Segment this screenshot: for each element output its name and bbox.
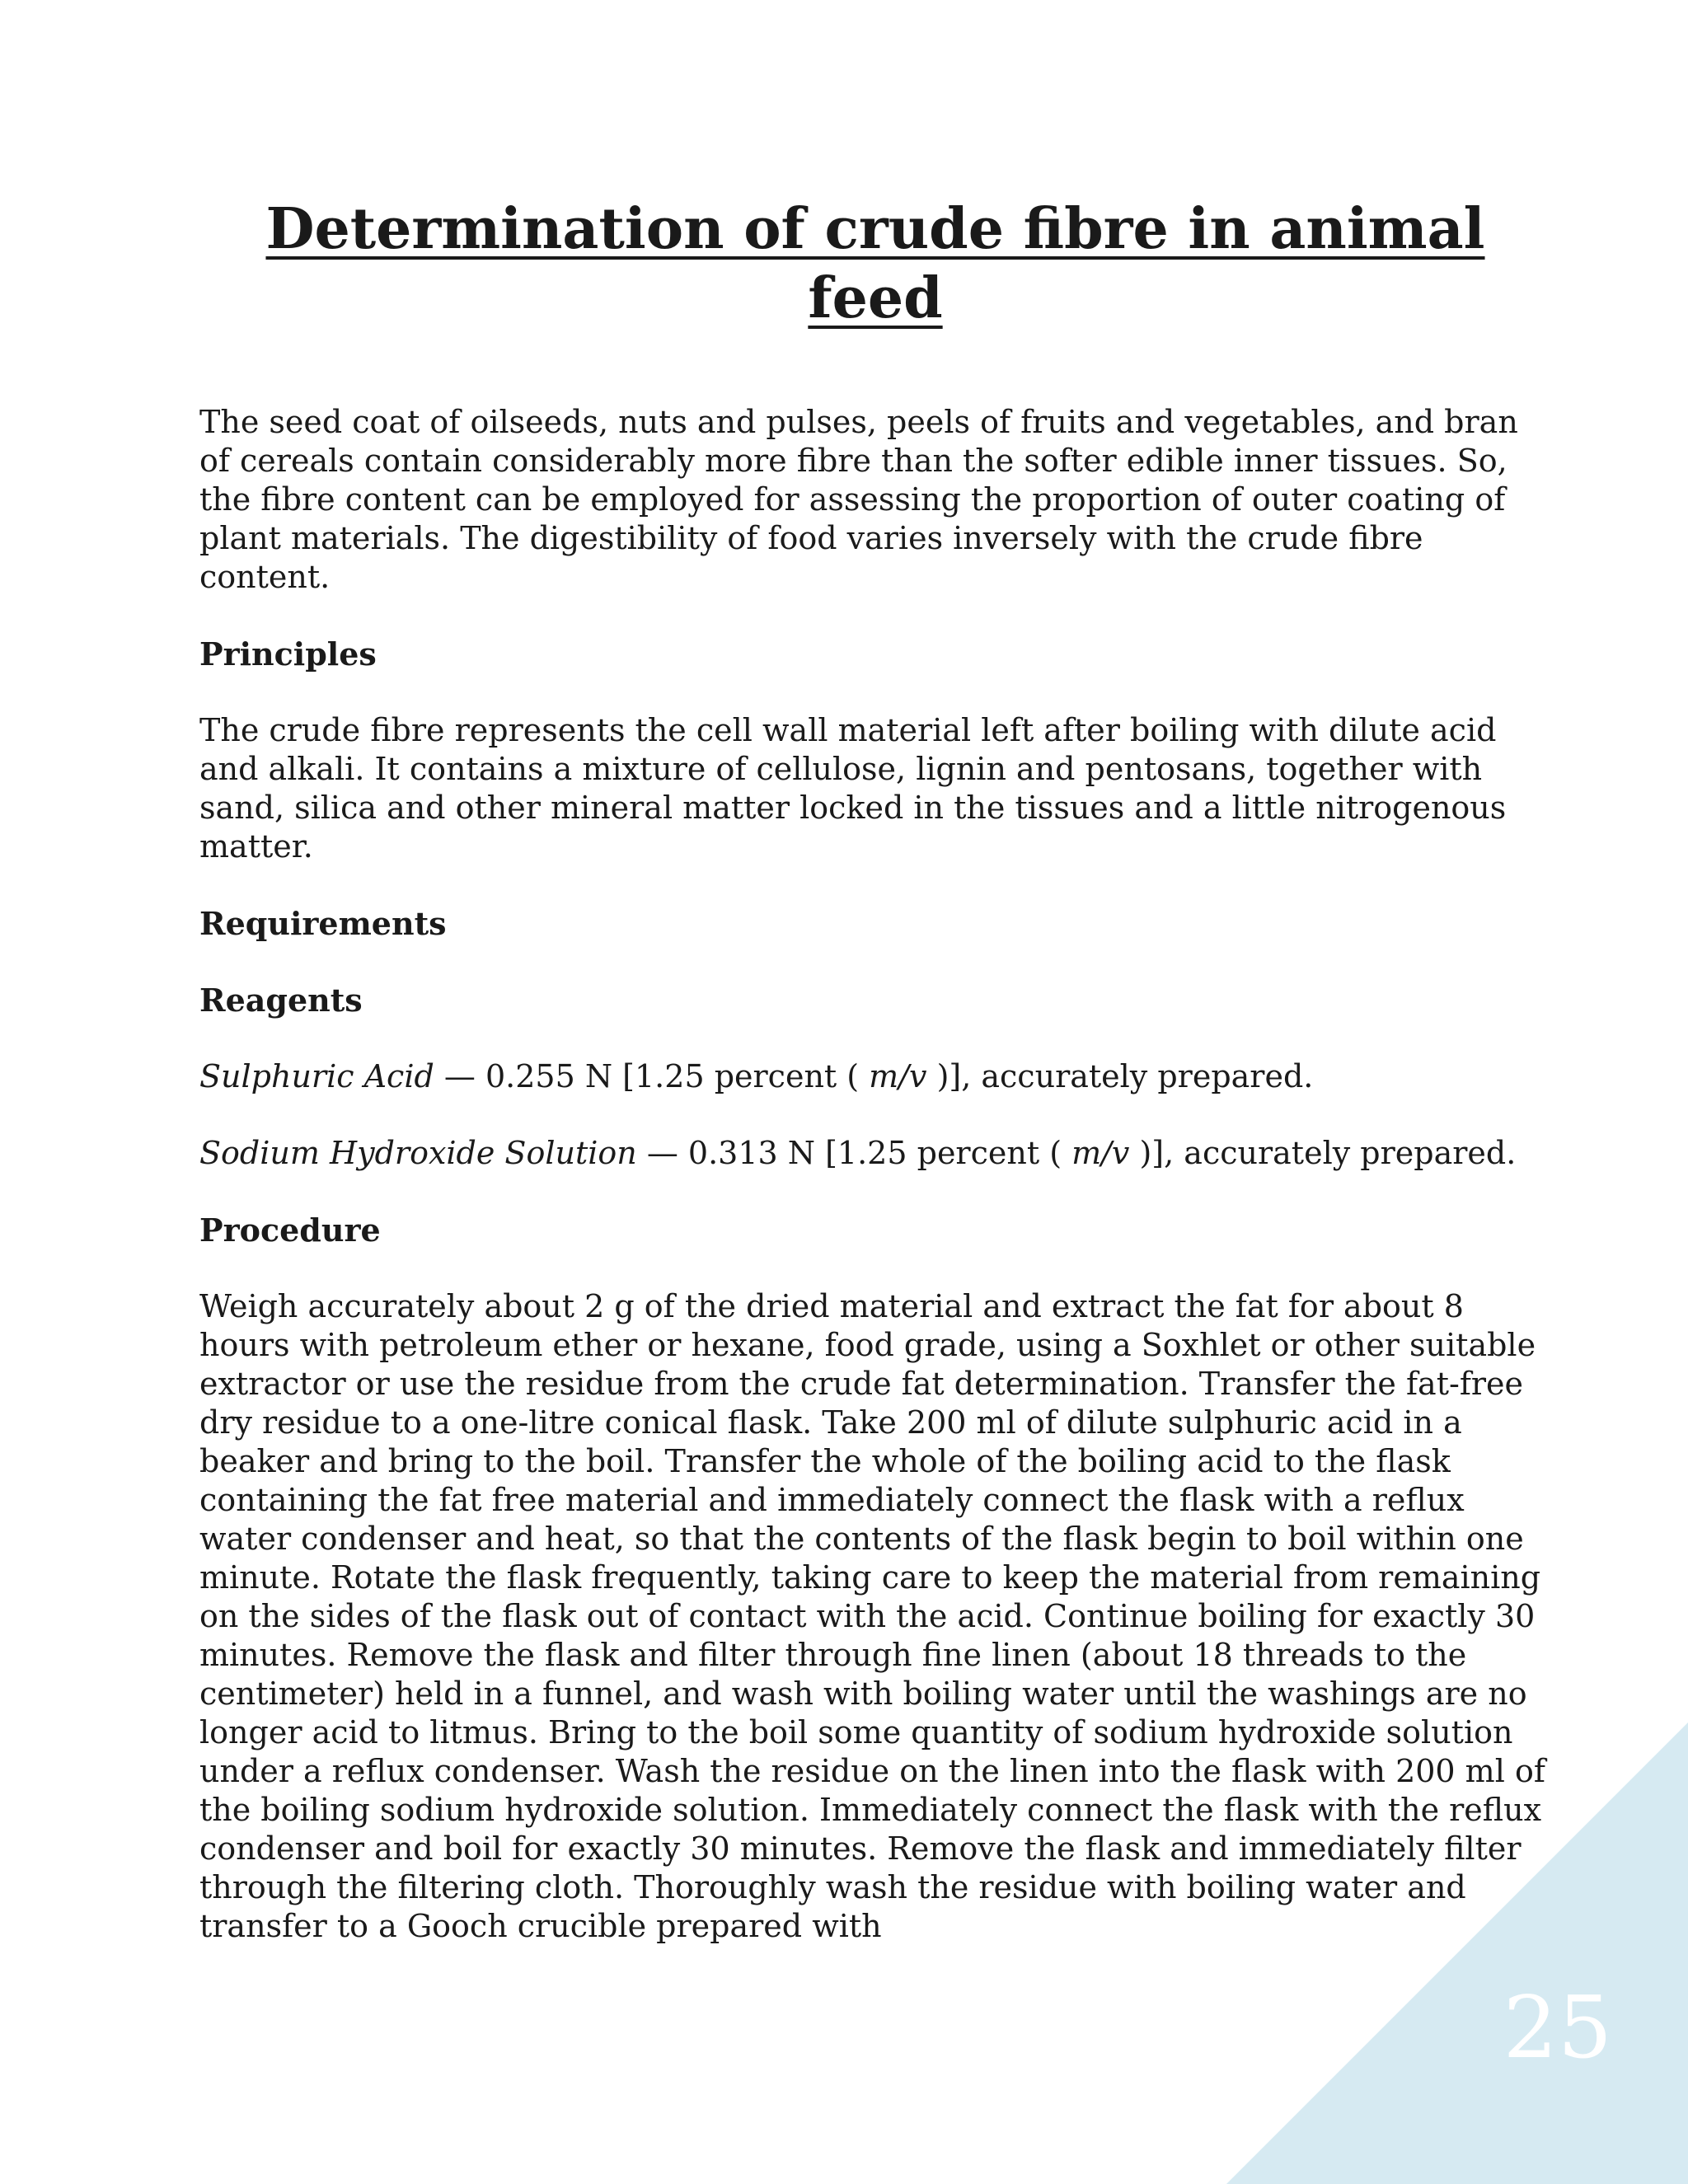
requirements-heading: Requirements — [199, 904, 447, 942]
reagent-note: )], accurately prepared. — [1129, 1134, 1517, 1171]
reagents-heading: Reagents — [199, 981, 363, 1019]
reagent-note: )], accurately prepared. — [926, 1057, 1314, 1094]
reagent-name: Sodium Hydroxide Solution — [199, 1134, 637, 1171]
principles-heading: Principles — [199, 635, 377, 673]
procedure-paragraph: Weigh accurately about 2 g of the dried material and extract the fat for about 8 hours with petroleum ether or hexane, food grade, using a Soxhlet or other suitable extractor or use the residue from the crude fat determination. Transfer the fat-free dry residue to a one-litre conical flask. Take 200 ml of dilute sulphuric acid in a beaker and bring to the boil. Transfer the whole of the boiling acid to the flask containing the fat free material and immediately connect the flask with a reflux water condenser and heat, so that the contents of the flask begin to boil within one minute. Rotate the flask frequently, taking care to keep the material from remaining on the sides of the flask out of contact with the acid. Continue boiling for exactly 30 minutes. Remove the flask and filter through fine linen (about 18 threads to the centimeter) held in a funnel, and wash with boiling water until the washings are no longer acid to litmus. Bring to the boil some quantity of sodium hydroxide solution under a reflux condenser. Wash the residue on the linen into the flask with 200 ml of the boiling sodium hydroxide solution. Immediately connect the flask with the reflux condenser and boil for exactly 30 minutes. Remove the flask and immediately filter through the filtering cloth. Thoroughly wash the residue with boiling water and transfer to a Gooch crucible prepared with — [199, 1287, 1545, 1944]
reagent-item-sodium-hydroxide — [199, 1134, 1551, 1173]
reagent-spec: — 0.313 N [1.25 percent ( — [636, 1134, 1072, 1171]
reagent-unit: m/v — [869, 1057, 927, 1094]
reagent-spec: — 0.255 N [1.25 percent ( — [434, 1057, 870, 1094]
reagent-name: Sulphuric Acid — [199, 1057, 434, 1094]
reagent-unit: m/v — [1071, 1134, 1130, 1171]
document-body — [199, 194, 1551, 1984]
page-title: Determination of crude fibre in animal feed — [265, 196, 1485, 332]
reagent-item-sulphuric-acid — [199, 1057, 1551, 1096]
page-number: 25 — [1503, 1977, 1612, 2078]
intro-paragraph: The seed coat of oilseeds, nuts and pulses, peels of fruits and vegetables, and bran of cereals contain considerably more fibre than the softer edible inner tissues. So, the fibre content can be employed for assessing the proportion of outer coating of plant materials. The digestibility of food varies inversely with the crude fibre content. — [199, 403, 1518, 595]
procedure-heading: Procedure — [199, 1211, 381, 1249]
principles-paragraph: The crude fibre represents the cell wall material left after boiling with dilute acid and alkali. It contains a mixture of cellulose, lignin and pentosans, together with sand, silica and other mineral matter locked in the tissues and a little nitrogenous matter. — [199, 711, 1507, 865]
